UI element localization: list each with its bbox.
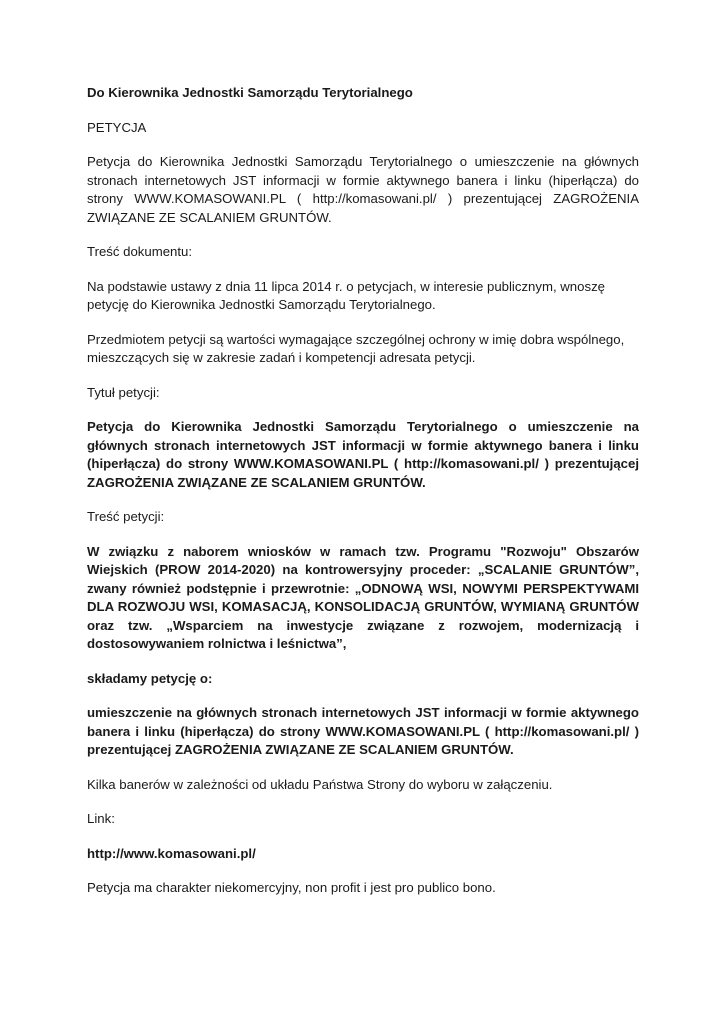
addressee: Do Kierownika Jednostki Samorządu Terytorialnego	[87, 85, 413, 100]
petition-title: Petycja do Kierownika Jednostki Samorządu Terytorialnego o umieszczenie na głównych stronach internetowych JST informacji w formie aktywnego banera i linku (hiperłącza) do strony WWW.KOMASOWANI.PL ( http://komasowani.pl/ ) prezentującej ZAGROŻENIA ZWIĄZANE ZE SCALANIEM GRUNTÓW.	[87, 419, 639, 490]
document-heading: PETYCJA	[87, 119, 147, 135]
subject-paragraph: Przedmiotem petycji są wartości wymagające szczególnej ochrony w imię dobra wspólnego, mieszczących się w zakresie zadań i kompetencji adresata petycji.	[87, 331, 625, 365]
intro-paragraph: Petycja do Kierownika Jednostki Samorządu Terytorialnego o umieszczenie na głównych stronach internetowych JST informacji w formie aktywnego banera i linku (hiperłącza) do strony WWW.KOMASOWANI.PL ( http://komasowani.pl/ ) prezentującej ZAGROŻENIA ZWIĄZANE ZE SCALANIEM GRUNTÓW.	[87, 154, 639, 225]
document-content-label: Treść dokumentu:	[87, 244, 193, 259]
link-label: Link:	[87, 811, 115, 826]
petition-request: umieszczenie na głównych stronach internetowych JST informacji w formie aktywnego banera i linku (hiperłącza) do strony WWW.KOMASOWANI.PL ( http://komasowani.pl/ ) prezentującej ZAGROŻENIA ZWIĄZANE ZE SCALANIEM GRUNTÓW.	[87, 705, 639, 757]
document-body	[87, 84, 639, 914]
website-link[interactable]: http://www.komasowani.pl/	[87, 845, 256, 861]
petition-content-label: Treść petycji:	[87, 509, 165, 524]
we-petition-label: składamy petycję o:	[87, 670, 213, 686]
banners-note: Kilka banerów w zależności od układu Państwa Strony do wyboru w załączeniu.	[87, 776, 553, 792]
legal-basis-paragraph: Na podstawie ustawy z dnia 11 lipca 2014 r. o petycjach, w interesie publicznym, wnoszę petycję do Kierownika Jednostki Samorządu Terytorialnego.	[87, 278, 606, 312]
petition-title-label: Tytuł petycji:	[87, 384, 160, 400]
closing-paragraph: Petycja ma charakter niekomercyjny, non profit i jest pro publico bono.	[87, 880, 496, 895]
petition-body: W związku z naborem wniosków w ramach tzw. Programu "Rozwoju" Obszarów Wiejskich (PROW 2014-2020) na kontrowersyjny proceder: „SCALANIE GRUNTÓW”, zwany również podstępnie i przewrotnie: „ODNOWĄ WSI, NOWYMI PERSPEKTYWAMI DLA ROZWOJU WSI, KOMASACJĄ, KONSOLIDACJĄ GRUNTÓW, WYMIANĄ GRUNTÓW oraz tzw. „Wsparciem na inwestycje związane z rozwojem, modernizacją i dostosowywaniem rolnictwa i leśnictwa”,	[87, 543, 639, 651]
